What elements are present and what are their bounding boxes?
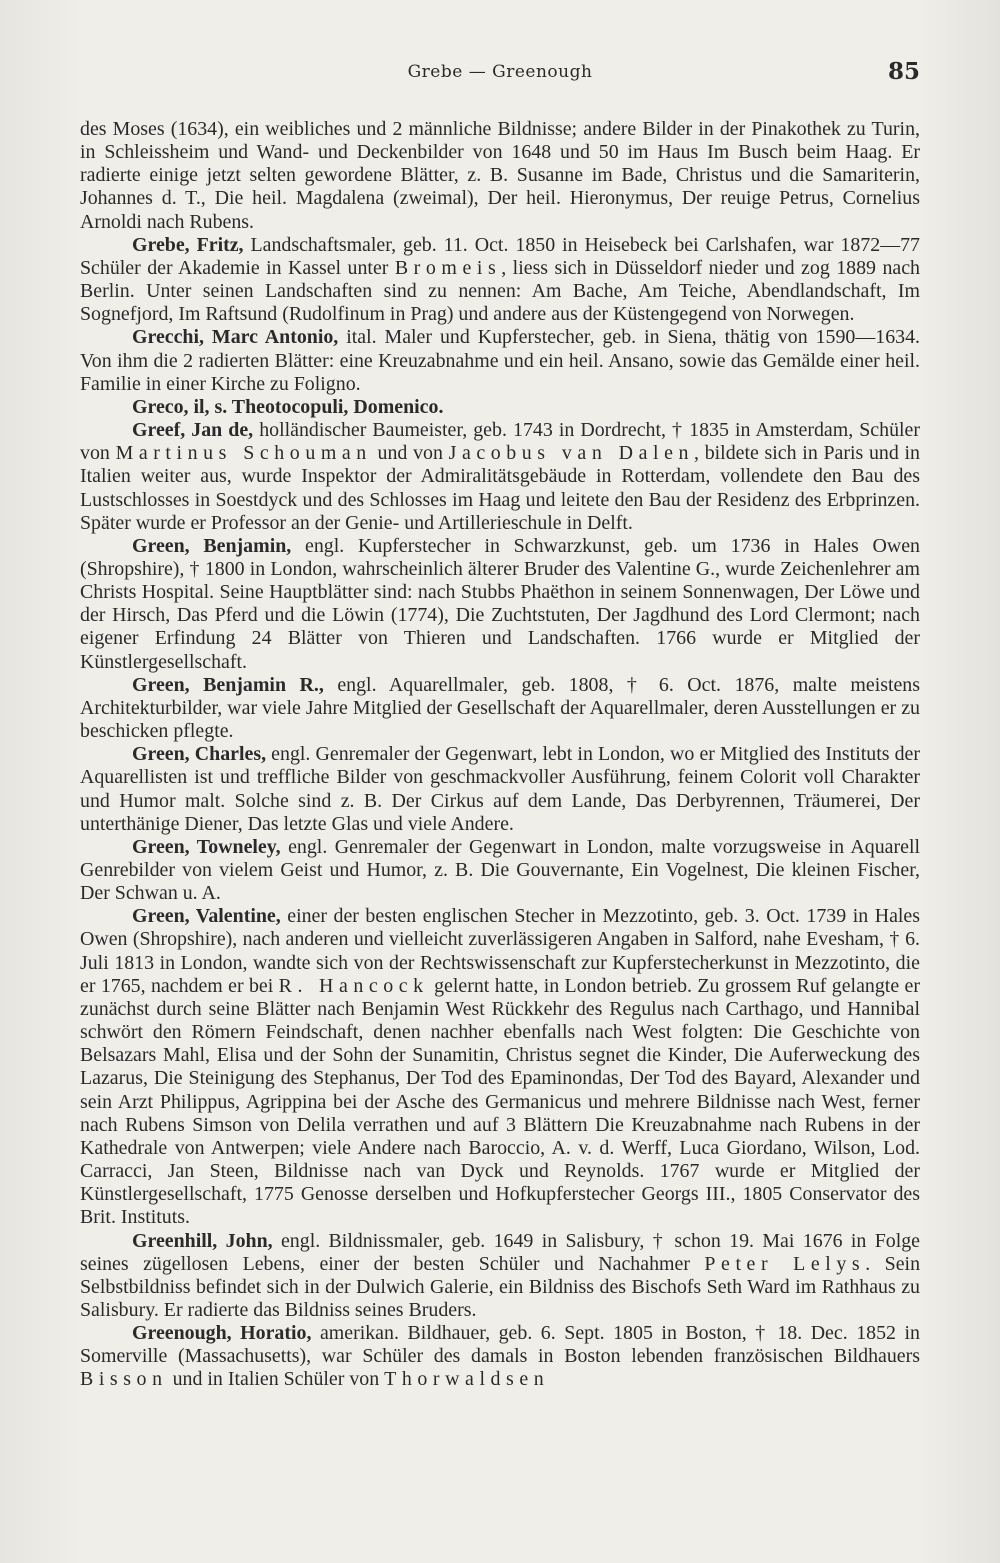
entry-text: engl. Kupferstecher in Schwarzkunst, geb. um 1736 in Hales Owen (Shropshire), † 1800 in London, wahrscheinlich älterer Bruder des Valentine G., wurde Zeichenlehrer am Christs Hospital. Seine Hauptblätter sind: nach Stubbs Phaëthon in seinem Sonnenwagen, Der Löwe und der Hirsch, Das Pferd und die Löwin (1774), Die Zuchtstuten, Der Jagdhund des Lord Clermont; nach eigener Erfindung 24 Blätter von Thieren und Landschaften. 1766 wurde er Mitglied der Künstlergesellschaft. (80, 534, 920, 673)
entry-text: , bildete sich in Paris und in Italien weiter aus, wurde Inspektor der Admiralitätsgebäude in Rotterdam, vollendete den Bau des Lustschlosses in Soestdyck und des Schlosses im Haag und leitete den Bau der Residenz des Erbprinzen. Später wurde er Professor an der Genie- und Artillerieschule in Delft. (80, 442, 921, 534)
entry-headword: Green, Benjamin R., (132, 673, 324, 696)
dictionary-entry (80, 674, 920, 743)
continuation-paragraph (80, 118, 920, 234)
entry-headword: Greenough, Horatio, (132, 1322, 312, 1345)
dictionary-entry (80, 326, 920, 395)
entry-text: des Moses (1634), ein weibliches und 2 männliche Bildnisse; andere Bilder in der Pinakothek zu Turin, in Schleissheim und Wand- und Deckenbilder von 1648 und 50 im Haus Im Busch beim Haag. Er radierte einige jetzt selten gewordene Blätter, z. B. Susanne im Bade, Christus und die Samariterin, Johannes d. T., Die heil. Magdalena (zweimal), Der heil. Hieronymus, Der reuige Petrus, Cornelius Arnoldi nach Rubens. (80, 118, 920, 233)
spaced-name: Peter Lelys (704, 1252, 866, 1275)
entry-text: engl. Genremaler der Gegenwart, lebt in London, wo er Mitglied des Instituts der Aquarellisten ist und treffliche Bilder von geschmackvoller Ausführung, feinem Colorit voll Charakter und Humor malt. Solche sind z. B. Der Cirkus auf dem Lande, Das Derbyrennen, Träumerei, Der unterthänige Diener, Das letzte Glas und viele Andere. (80, 743, 920, 835)
entry-text: . Sein Selbstbildniss befindet sich in der Dulwich Galerie, ein Bildniss des Bischofs Seth Ward im Rathhaus zu Salisbury. Er radierte das Bildniss seines Bruders. (80, 1252, 921, 1321)
entry-text: , liess sich in Düsseldorf nieder und zog 1889 nach Berlin. Unter seinen Landschaften sind zu nennen: Am Bache, Am Teiche, Abendlandschaft, Im Sognefjord, Im Raftsund (Rudolfinum in Prag) und andere aus der Küstengegend von Norwegen. (80, 256, 920, 326)
dictionary-entry (80, 234, 920, 327)
spaced-name: Jacobus van Dalen (448, 442, 694, 465)
entry-headword: Grecchi, Marc Antonio, (132, 326, 339, 349)
spaced-name: Martinus Schouman (115, 442, 372, 465)
entry-headword: Green, Towneley, (132, 835, 281, 858)
dictionary-entry (80, 1322, 920, 1391)
entry-text: einer der besten englischen Stecher in Mezzotinto, geb. 3. Oct. 1739 in Hales Owen (Shropshire), nach anderen und vielleicht zuverlässigeren Angaben in Salford, nahe Evesham, † 6. Juli 1813 in London, wandte sich von der Rechtswissenschaft zur Kupferstecherkunst in Mezzotinto, die er 1765, nachdem er bei (80, 905, 920, 997)
dictionary-entry (80, 836, 920, 905)
entry-text: gelernt hatte, in London betrieb. Zu grossem Ruf gelangte er zunächst durch seine Blätter nach Benjamin West Rückkehr des Regulus nach Carthago, und Hannibal schwört den Römern Feindschaft, denen nachher ebenfalls nach West folgten: Die Geschichte von Belsazars Mahl, Elisa und der Sohn der Sunamitin, Christus segnet die Kinder, Die Auferweckung des Lazarus, Die Steinigung des Stephanus, Der Tod des Epaminondas, Der Tod des Bayard, Alexander und sein Arzt Philippus, Agrippina bei der Asche des Germanicus und mehrere Bildnisse nach West, ferner nach Rubens Simson von Delila verrathen und auf 3 Blättern Die Kreuzabnahme nach Rubens in der Kathedrale von Antwerpen; viele Andere nach Baroccio, A. v. d. Werff, Luca Giordano, Wilson, Lod. Carracci, Jan Steen, Bildnisse nach van Dyck und Reynolds. 1767 wurde er Mitglied der Künstlergesellschaft, 1775 Genosse derselben und Hofkupferstecher Georgs III., 1805 Conservator des Brit. Instituts. (80, 974, 920, 1229)
dictionary-entry (80, 396, 920, 419)
entry-headword: Greef, Jan de, (132, 419, 254, 442)
dictionary-entry (80, 743, 920, 836)
entry-text: und in Italien Schüler von (167, 1368, 385, 1391)
entry-headword: Green, Charles, (132, 743, 267, 766)
entry-text: holländischer Baumeister, geb. 1743 in Dordrecht, † 1835 in Amsterdam, Schüler von (80, 419, 920, 465)
entry-headword: Green, Valentine, (132, 905, 281, 928)
dictionary-entry (80, 1230, 920, 1323)
entry-headword: Greco, il, s. Theotocopuli, Domenico. (132, 395, 444, 418)
dictionary-entry (80, 419, 920, 535)
entry-text: ital. Maler und Kupferstecher, geb. in Siena, thätig von 1590—1634. Von ihm die 2 radierten Blätter: eine Kreuzabnahme und ein heil. Ansano, sowie das Gemälde einer heil. Familie in einer Kirche zu Foligno. (80, 326, 921, 395)
running-title: Grebe — Greenough (407, 62, 593, 82)
entry-text: amerikan. Bildhauer, geb. 6. Sept. 1805 in Boston, † 18. Dec. 1852 in Somerville (Massachusetts), war Schüler des damals in Boston lebenden französischen Bildhauers (80, 1322, 920, 1368)
spaced-name: Bisson (80, 1368, 168, 1391)
entry-text: engl. Genremaler der Gegenwart in London, malte vorzugsweise in Aquarell Genrebilder von vielem Geist und Humor, z. B. Die Gouvernante, Ein Vogelnest, Die kleinen Fischer, Der Schwan u. A. (80, 835, 920, 905)
spaced-name: Bromeis (394, 256, 502, 279)
dictionary-entry (80, 535, 920, 674)
entry-text: und von (371, 442, 449, 465)
entry-text: Landschaftsmaler, geb. 11. Oct. 1850 in Heisebeck bei Carlshafen, war 1872—77 Schüler der Akademie in Kassel unter (80, 233, 920, 279)
entry-text: engl. Aquarellmaler, geb. 1808, † 6. Oct. 1876, malte meistens Architekturbilder, war viele Jahre Mitglied der Gesellschaft der Aquarellmaler, deren Ausstellungen er zu beschicken pflegte. (80, 673, 920, 743)
entry-headword: Green, Benjamin, (132, 534, 292, 557)
page-number: 85 (887, 58, 920, 85)
entry-text: engl. Bildnissmaler, geb. 1649 in Salisbury, † schon 19. Mai 1676 in Folge seines zügellosen Lebens, einer der besten Schüler und Nachahmer (80, 1229, 921, 1275)
dictionary-body (80, 118, 920, 1392)
entry-headword: Grebe, Fritz, (132, 233, 244, 256)
spaced-name: R. Hancock (278, 974, 429, 997)
dictionary-entry (80, 905, 920, 1229)
entry-headword: Greenhill, John, (132, 1229, 273, 1252)
page-header (80, 56, 920, 96)
spaced-name: Thorwaldsen (384, 1368, 550, 1391)
